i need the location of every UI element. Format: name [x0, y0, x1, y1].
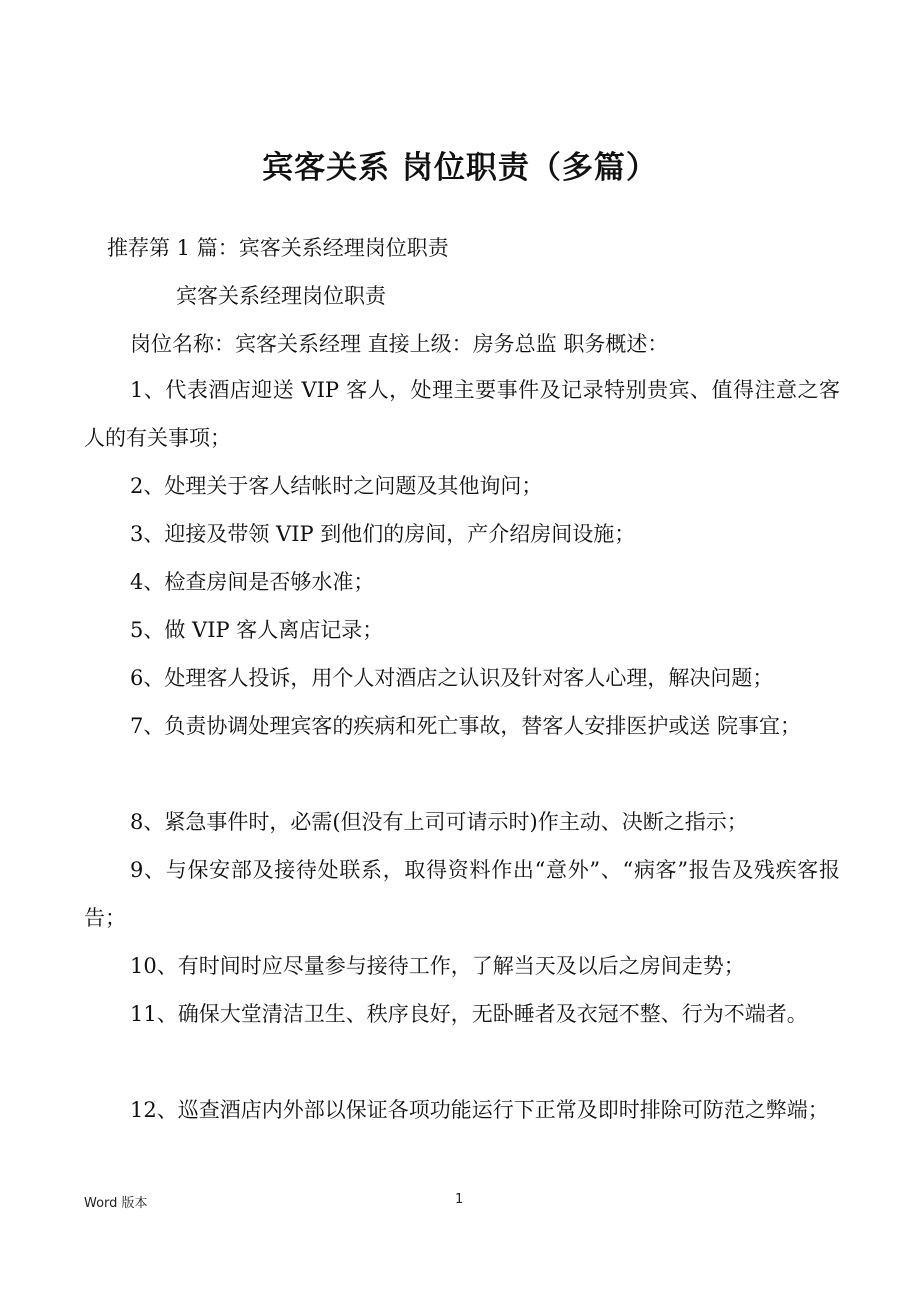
list-item: 5、做 VIP 客人离店记录；: [130, 618, 384, 642]
position-line: 岗位名称：宾客关系经理 直接上级：房务总监 职务概述：: [130, 332, 669, 356]
list-item: 10、有时间时应尽量参与接待工作，了解当天及以后之房间走势；: [130, 954, 745, 978]
list-item: 3、迎接及带领 VIP 到他们的房间，产介绍房间设施；: [130, 522, 636, 546]
list-item: 8、紧急事件时，必需(但没有上司可请示时)作主动、决断之指示；: [130, 810, 748, 834]
list-item: 11、确保大堂清洁卫生、秩序良好，无卧睡者及衣冠不整、行为不端者。: [130, 1002, 808, 1026]
subtitle: 宾客关系经理岗位职责: [176, 284, 386, 308]
list-item: 9、与保安部及接待处联系，取得资料作出“意外”、“病客”报告及残疾客报告；: [84, 858, 840, 930]
list-item: 12、巡查酒店内外部以保证各项功能运行下正常及即时排除可防范之弊端；: [130, 1098, 829, 1122]
page-number: 1: [455, 1192, 464, 1207]
list-item: 6、处理客人投诉，用个人对酒店之认识及针对客人心理，解决问题；: [130, 666, 774, 690]
list-item: 7、负责协调处理宾客的疾病和死亡事故，替客人安排医护或送 院事宜；: [130, 714, 802, 738]
footer-label: Word 版本: [84, 1196, 148, 1211]
document-title: 宾客关系 岗位职责（多篇）: [262, 150, 658, 186]
list-item: 2、处理关于客人结帐时之问题及其他询问；: [130, 474, 543, 498]
list-item: 1、代表酒店迎送 VIP 客人，处理主要事件及记录特别贵宾、值得注意之客人的有关事项；: [84, 378, 840, 450]
recommend-line: 推荐第 1 篇：宾客关系经理岗位职责: [107, 236, 449, 260]
list-item: 4、检查房间是否够水准；: [130, 570, 375, 594]
